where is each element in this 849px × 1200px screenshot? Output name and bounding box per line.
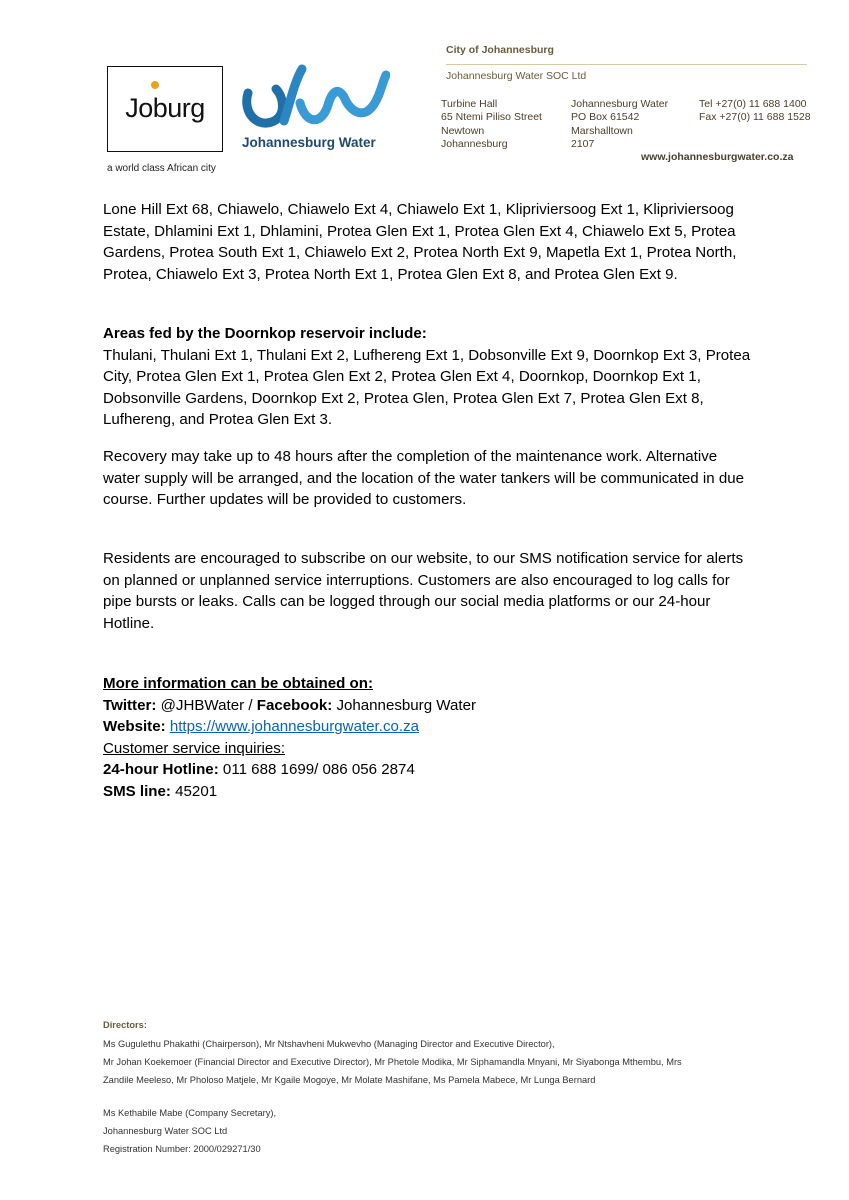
facebook-name[interactable]: Johannesburg Water	[336, 696, 476, 714]
postal-line: PO Box 61542	[571, 111, 640, 124]
hotline-line	[103, 759, 753, 781]
sms-label: SMS line:	[103, 782, 171, 800]
hotline-number: 011 688 1699/ 086 056 2874	[222, 761, 415, 779]
johannesburg-water-logo-text: Johannesburg Water	[242, 135, 376, 150]
more-info-heading: More information can be obtained on:	[103, 675, 374, 692]
telephone: Tel +27(0) 11 688 1400	[699, 98, 807, 110]
website-link[interactable]: https://www.johannesburgwater.co.za	[169, 718, 420, 736]
social-line	[103, 695, 753, 717]
residents-paragraph: Residents are encouraged to subscribe on our website, to our SMS notification service for alerts on planned or unplanned service interruptions. Customers are also encouraged to log calls for pipe bursts or leaks. Calls can be logged through our social media platforms or our 24-hour Hotline.	[103, 550, 744, 632]
recovery-paragraph: Recovery may take up to 48 hours after the completion of the maintenance work. Alternative water supply will be arranged, and the location of the water tankers will be communicated in due course. Further updates will be provided to customers.	[103, 448, 744, 509]
joburg-logo-text: Joburg	[125, 93, 205, 123]
separator: /	[248, 696, 253, 714]
twitter-handle[interactable]: @JHBWater	[160, 696, 245, 714]
sms-number: 45201	[175, 782, 218, 800]
directors-line: Zandile Meeleso, Mr Pholoso Matjele, Mr Kgaile Mogoye, Mr Molate Mashifane, Ms Pamela Mabece, Mr Lunga Bernard	[103, 1075, 596, 1085]
joburg-tagline: a world class African city	[107, 163, 216, 174]
address-line: Turbine Hall	[441, 98, 498, 110]
company-secretary: Ms Kethabile Mabe (Company Secretary),	[103, 1108, 277, 1118]
areas-continued-paragraph: Lone Hill Ext 68, Chiawelo, Chiawelo Ext 4, Chiawelo Ext 1, Klipriviersoog Ext 1, Klipriviersoog Estate, Dhlamini Ext 1, Dhlamini, Protea Glen Ext 1, Protea Glen Ext 4, Chiawelo Ext 5, Protea Gardens, Protea South Ext 1, Chiawelo Ext 2, Protea North Ext 9, Mapetla Ext 1, Protea North, Protea, Chiawelo Ext 3, Protea North Ext 1, Protea Glen Ext 8, and Protea Glen Ext 9.	[103, 201, 737, 283]
more-information-section	[103, 673, 753, 803]
doornkop-areas: Thulani, Thulani Ext 1, Thulani Ext 2, Lufhereng Ext 1, Dobsonville Ext 9, Doornkop Ext 3, Protea City, Protea Glen Ext 1, Protea Glen Ext 2, Protea Glen Ext 4, Doornkop, Doornkop Ext 1, Dobsonville Gardens, Doornkop Ext 2, Protea Glen, Protea Glen Ext 7, Protea Glen Ext 8, Lufhereng, and Protea Glen Ext 3.	[103, 346, 751, 429]
header-website[interactable]: www.johannesburgwater.co.za	[641, 151, 794, 163]
twitter-label: Twitter:	[103, 696, 157, 714]
doornkop-section	[103, 323, 753, 431]
joburg-logo	[107, 66, 223, 152]
website-line	[103, 716, 753, 738]
postal-address	[571, 98, 668, 151]
header-divider	[446, 64, 807, 65]
address-line: Johannesburg	[441, 137, 508, 150]
sms-line	[103, 781, 753, 803]
postal-line: Marshalltown	[571, 124, 633, 137]
directors-line: Mr Johan Koekemoer (Financial Director and Executive Director), Mr Phetole Modika, Mr Siphamandla Mnyani, Mr Siyabonga Mthembu, Mrs	[103, 1057, 682, 1067]
contact-numbers	[699, 98, 811, 125]
johannesburg-water-logo-icon	[240, 63, 390, 133]
directors-line: Ms Gugulethu Phakathi (Chairperson), Mr Ntshavheni Mukwevho (Managing Director and Executive Director),	[103, 1039, 555, 1049]
fax: Fax +27(0) 11 688 1528	[699, 111, 811, 124]
postal-line: Johannesburg Water	[571, 98, 669, 110]
star-icon	[151, 81, 159, 89]
city-name: City of Johannesburg	[446, 44, 554, 56]
directors-list	[103, 1035, 763, 1089]
customer-service-heading: Customer service inquiries:	[103, 739, 286, 757]
postal-line: 2107	[571, 137, 595, 150]
address-line: 65 Ntemi Piliso Street	[441, 111, 542, 124]
registration-number: Registration Number: 2000/029271/30	[103, 1144, 261, 1154]
directors-title: Directors:	[103, 1020, 147, 1030]
facebook-label: Facebook:	[256, 696, 333, 714]
hotline-label: 24-hour Hotline:	[103, 761, 219, 779]
company-name: Johannesburg Water SOC Ltd	[446, 70, 587, 82]
footer-company: Johannesburg Water SOC Ltd	[103, 1126, 228, 1136]
doornkop-heading: Areas fed by the Doornkop reservoir include:	[103, 325, 427, 342]
company-details	[103, 1104, 276, 1158]
website-label: Website:	[103, 718, 166, 736]
street-address	[441, 98, 542, 151]
address-line: Newtown	[441, 124, 485, 137]
